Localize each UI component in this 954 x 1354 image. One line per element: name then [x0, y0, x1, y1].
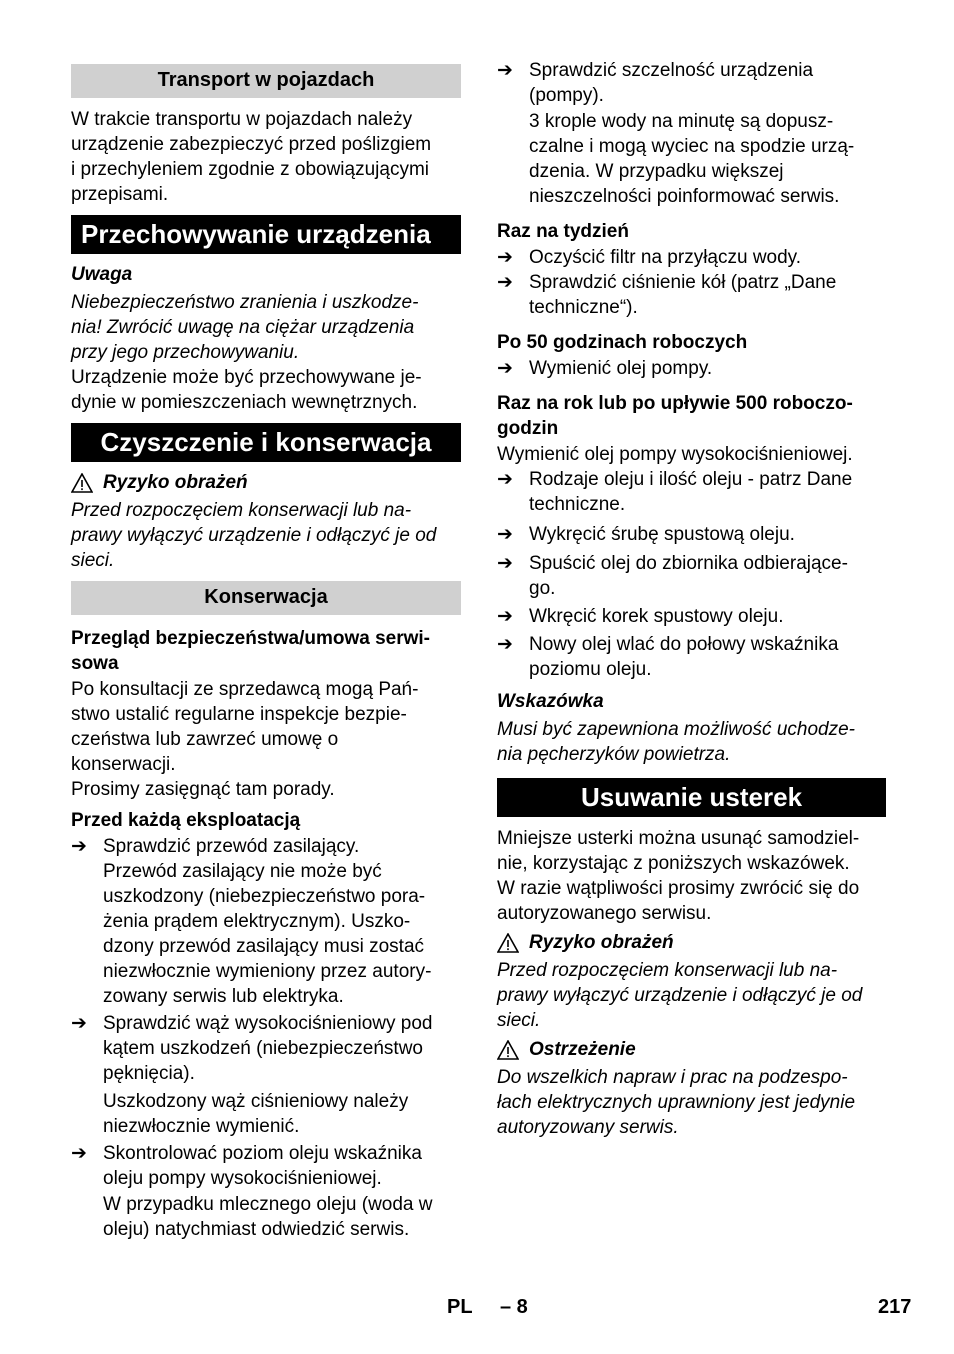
- list-item-text: [529, 245, 886, 270]
- warning-row: [497, 1037, 886, 1062]
- text-line: techniczne.: [529, 494, 626, 515]
- storage-caution-text: [71, 290, 461, 365]
- section-troubleshooting-heading: Usuwanie usterek: [497, 778, 886, 817]
- warning-triangle-icon: [497, 1040, 519, 1060]
- section-maintenance-heading: Konserwacja: [71, 581, 461, 615]
- hint-label: Wskazówka: [497, 691, 604, 712]
- text-line: sieci.: [497, 1010, 541, 1031]
- text-line: Raz na rok lub po upływie 500 roboczo-: [497, 393, 853, 414]
- safety-check-heading: [71, 626, 461, 676]
- text-line: Przewód zasilający nie może być: [103, 861, 382, 882]
- arrow-right-icon: ➔: [497, 524, 513, 545]
- text-line: dzony przewód zasilający musi zostać: [103, 936, 425, 957]
- yearly-paragraph: Wymienić olej pompy wysokociśnieniowej.: [497, 444, 853, 465]
- list-item: [497, 58, 886, 209]
- text-line: Rodzaje oleju i ilość oleju - patrz Dane: [529, 469, 853, 490]
- text-line: Nowy olej wlać do połowy wskaźnika: [529, 634, 839, 655]
- section-storage-heading: Przechowywanie urządzenia: [71, 215, 461, 254]
- arrow-right-icon: ➔: [497, 634, 513, 655]
- weekly-heading: Raz na tydzień: [497, 221, 629, 242]
- list-item-text: [103, 1011, 461, 1086]
- list-item-continuation: [103, 1089, 461, 1139]
- text-line: Sprawdzić wąż wysokociśnieniowy pod: [103, 1013, 433, 1034]
- text-line: W przypadku mlecznego oleju (woda w: [103, 1194, 433, 1215]
- 50-hours-heading: Po 50 godzinach roboczych: [497, 332, 748, 353]
- footer-page-number: 217: [878, 1296, 912, 1318]
- list-item: [497, 522, 886, 547]
- list-item: [71, 1141, 461, 1242]
- text-line: Sprawdzić szczelność urządzenia: [529, 60, 814, 81]
- text-line: Przed rozpoczęciem konserwacji lub na-: [71, 500, 412, 521]
- text-line: Musi być zapewniona możliwość uchodze-: [497, 719, 855, 740]
- text-line: sowa: [71, 653, 119, 674]
- text-line: oleju pompy wysokociśnieniowej.: [103, 1168, 382, 1189]
- text-line: dzenia. W przypadku większej: [529, 161, 784, 182]
- text-line: niezwłocznie wymieniony przez autory-: [103, 961, 432, 982]
- list-item-continuation: [103, 1192, 461, 1242]
- text-line: Przegląd bezpieczeństwa/umowa serwi-: [71, 628, 430, 649]
- left-column: [71, 58, 461, 1242]
- list-item: [497, 356, 886, 381]
- text-line: zowany serwis lub elektryka.: [103, 986, 344, 1007]
- text-line: nia pęcherzyków powietrza.: [497, 744, 731, 765]
- list-item-text: [529, 551, 886, 601]
- text-line: godzin: [497, 418, 559, 439]
- list-item: [497, 245, 886, 270]
- text-line: (pompy).: [529, 85, 604, 106]
- hint-text: [497, 717, 886, 767]
- arrow-right-icon: ➔: [497, 469, 513, 490]
- list-item: [497, 632, 886, 682]
- arrow-right-icon: ➔: [497, 247, 513, 268]
- text-line: stwo ustalić regularne inspekcje bezpie-: [71, 704, 407, 725]
- list-item-text: [529, 467, 886, 517]
- cleaning-risk-row: [71, 470, 461, 495]
- text-line: Uszkodzony wąż ciśnieniowy należy: [103, 1091, 409, 1112]
- text-line: poziomu oleju.: [529, 659, 652, 680]
- text-line: Przed rozpoczęciem konserwacji lub na-: [497, 960, 838, 981]
- text-line: sieci.: [71, 550, 115, 571]
- section-transport-heading: Transport w pojazdach: [71, 64, 461, 98]
- list-item: [497, 467, 886, 517]
- text-line: Oczyścić filtr na przyłączu wody.: [529, 247, 802, 268]
- text-line: przy jego przechowywaniu.: [71, 342, 300, 363]
- text-line: Spuścić olej do zbiornika odbierające-: [529, 553, 848, 574]
- text-line: i przechyleniem zgodnie z obowiązującymi: [71, 159, 430, 180]
- text-line: go.: [529, 578, 556, 599]
- arrow-right-icon: ➔: [497, 606, 513, 627]
- safety-check-advice: Prosimy zasięgnąć tam porady.: [71, 779, 335, 800]
- arrow-right-icon: ➔: [497, 553, 513, 574]
- list-item-text: [103, 1141, 461, 1191]
- arrow-right-icon: ➔: [71, 1143, 87, 1164]
- list-item: [71, 1011, 461, 1139]
- text-line: Wkręcić korek spustowy oleju.: [529, 606, 784, 627]
- text-line: nia! Zwrócić uwagę na ciężar urządzenia: [71, 317, 415, 338]
- text-line: przepisami.: [71, 184, 169, 205]
- list-item-text: [529, 632, 886, 682]
- text-line: dynie w pomieszczeniach wewnętrznych.: [71, 392, 418, 413]
- warning-text: [497, 1065, 886, 1140]
- text-line: W trakcie transportu w pojazdach należy: [71, 109, 413, 130]
- text-line: Po konsultacji ze sprzedawcą mogą Pań-: [71, 679, 419, 700]
- list-item-text: [103, 834, 461, 859]
- list-item: [71, 834, 461, 1009]
- text-line: Niebezpieczeństwo zranienia i uszkodze-: [71, 292, 419, 313]
- troubleshooting-paragraph: [497, 826, 886, 926]
- warning-triangle-icon: [71, 473, 93, 493]
- arrow-right-icon: ➔: [71, 836, 87, 857]
- text-line: autoryzowanego serwisu.: [497, 903, 712, 924]
- warning-triangle-icon: [497, 933, 519, 953]
- arrow-right-icon: ➔: [71, 1013, 87, 1034]
- risk-row: [497, 930, 886, 955]
- section-cleaning-heading: Czyszczenie i konserwacja: [71, 423, 461, 462]
- list-item-text: [529, 270, 886, 320]
- text-line: Skontrolować poziom oleju wskaźnika: [103, 1143, 422, 1164]
- text-line: kątem uszkodzeń (niebezpieczeństwo: [103, 1038, 424, 1059]
- list-item-text: [529, 604, 886, 629]
- text-line: łach elektrycznych uprawniony jest jedynie: [497, 1092, 856, 1113]
- text-line: czalne i mogą wyciec na spodzie urzą-: [529, 136, 855, 157]
- footer-local-page: – 8: [500, 1296, 528, 1318]
- text-line: żenia prądem elektrycznym). Uszko-: [103, 911, 411, 932]
- warning-label: Ostrzeżenie: [529, 1039, 636, 1060]
- text-line: 3 krople wody na minutę są dopusz-: [529, 111, 834, 132]
- text-line: Mniejsze usterki można usunąć samodziel-: [497, 828, 860, 849]
- text-line: nie, korzystając z poniższych wskazówek.: [497, 853, 850, 874]
- list-item: [497, 604, 886, 629]
- risk-label: Ryzyko obrażeń: [529, 932, 674, 953]
- text-line: pęknięcia).: [103, 1063, 195, 1084]
- list-item-continuation: [103, 859, 461, 1009]
- risk-text: [497, 958, 886, 1033]
- list-item-text: [529, 58, 886, 108]
- arrow-right-icon: ➔: [497, 60, 513, 81]
- text-line: nieszczelności poinformować serwis.: [529, 186, 840, 207]
- text-line: Sprawdzić ciśnienie kół (patrz „Dane: [529, 272, 837, 293]
- transport-paragraph: [71, 107, 461, 207]
- text-line: techniczne“).: [529, 297, 638, 318]
- text-line: niezwłocznie wymienić.: [103, 1116, 300, 1137]
- text-line: urządzenie zabezpieczyć przed poślizgiem: [71, 134, 432, 155]
- arrow-right-icon: ➔: [497, 358, 513, 379]
- list-item: [497, 270, 886, 320]
- text-line: prawy wyłączyć urządzenie i odłączyć je od: [497, 985, 863, 1006]
- text-line: autoryzowany serwis.: [497, 1117, 679, 1138]
- text-line: Wymienić olej pompy.: [529, 358, 713, 379]
- storage-paragraph: [71, 365, 461, 415]
- storage-caution-label: Uwaga: [71, 264, 133, 285]
- text-line: Urządzenie może być przechowywane je-: [71, 367, 422, 388]
- list-item-text: [529, 356, 886, 381]
- before-use-heading: Przed każdą eksploatacją: [71, 810, 301, 831]
- text-line: Wykręcić śrubę spustową oleju.: [529, 524, 795, 545]
- cleaning-risk-text: [71, 498, 461, 573]
- footer-language: PL: [447, 1296, 473, 1318]
- arrow-right-icon: ➔: [497, 272, 513, 293]
- list-item-continuation: [529, 109, 886, 209]
- text-line: Sprawdzić przewód zasilający.: [103, 836, 360, 857]
- right-column: [497, 58, 886, 1140]
- text-line: konserwacji.: [71, 754, 176, 775]
- yearly-heading: [497, 391, 886, 441]
- list-item-text: [529, 522, 886, 547]
- cleaning-risk-label: Ryzyko obrażeń: [103, 472, 248, 493]
- text-line: prawy wyłączyć urządzenie i odłączyć je od: [71, 525, 437, 546]
- text-line: oleju) natychmiast odwiedzić serwis.: [103, 1219, 410, 1240]
- safety-check-paragraph: [71, 677, 461, 777]
- text-line: W razie wątpliwości prosimy zwrócić się do: [497, 878, 860, 899]
- text-line: czeństwa lub zawrzeć umowę o: [71, 729, 339, 750]
- list-item: [497, 551, 886, 601]
- text-line: Do wszelkich napraw i prac na podzespo-: [497, 1067, 848, 1088]
- text-line: uszkodzony (niebezpieczeństwo pora-: [103, 886, 426, 907]
